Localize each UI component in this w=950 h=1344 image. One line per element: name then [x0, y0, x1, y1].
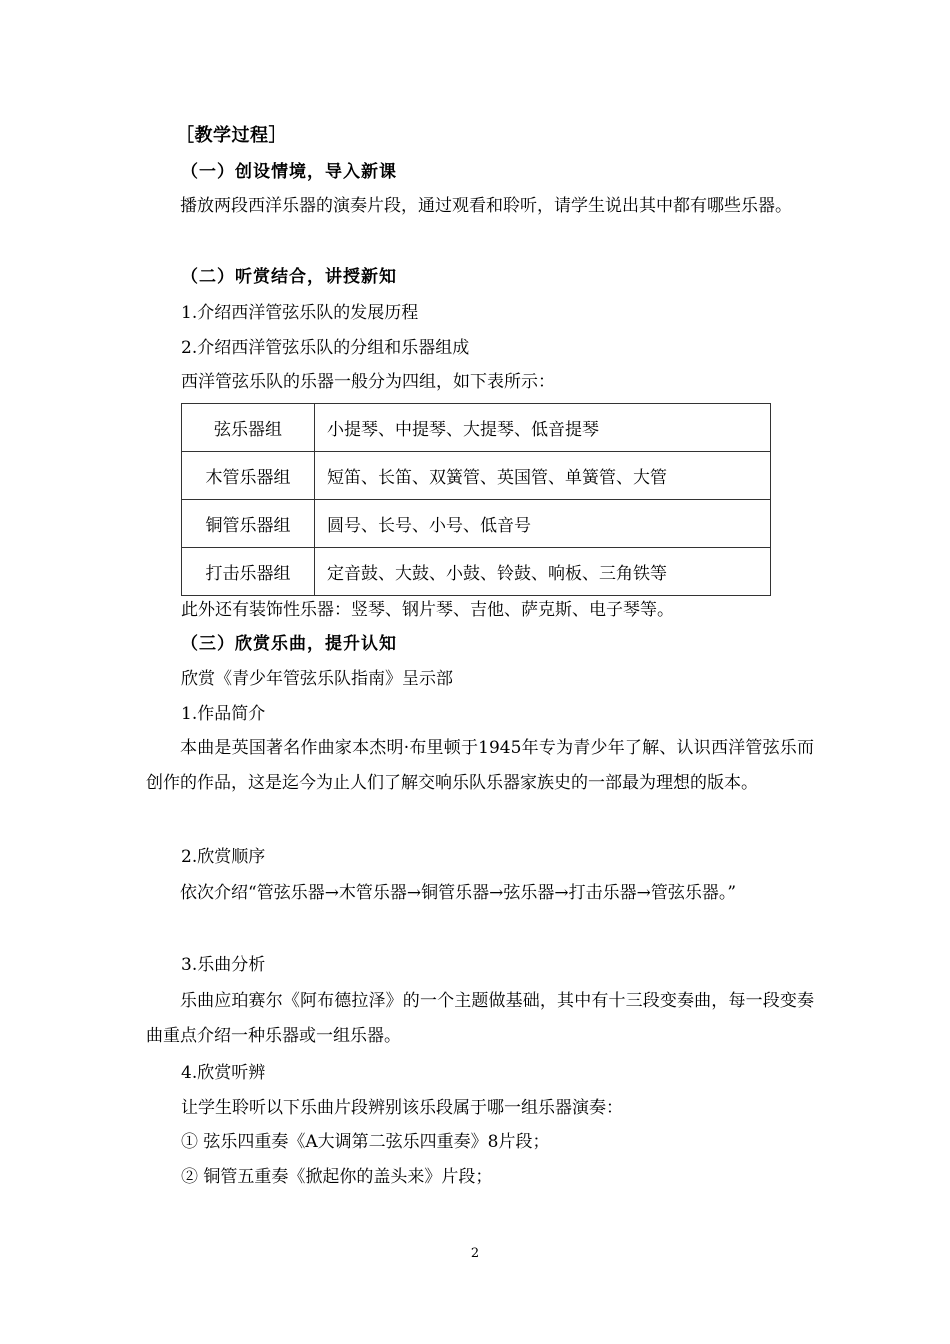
- table-row: [182, 548, 771, 596]
- table-row: [182, 404, 771, 452]
- part2-heading: （二）听赏结合，讲授新知: [181, 267, 397, 287]
- table-cell-group: 弦乐器组: [182, 404, 315, 452]
- part1-heading: （一）创设情境，导入新课: [181, 162, 397, 182]
- section-title: ［教学过程］: [176, 125, 287, 146]
- part3-sub4-title: 4.欣赏听辨: [181, 1063, 266, 1083]
- part2-note: 此外还有装饰性乐器：竖琴、钢片琴、吉他、萨克斯、电子琴等。: [181, 600, 674, 620]
- list-item: ① 弦乐四重奏《A大调第二弦乐四重奏》8片段；: [181, 1132, 550, 1152]
- table-cell-instruments: 定音鼓、大鼓、小鼓、铃鼓、响板、三角铁等: [315, 548, 771, 596]
- part2-table-intro: 西洋管弦乐队的乐器一般分为四组，如下表所示：: [181, 372, 555, 392]
- table-cell-group: 铜管乐器组: [182, 500, 315, 548]
- table-cell-instruments: 短笛、长笛、双簧管、英国管、单簧管、大管: [315, 452, 771, 500]
- table-cell-instruments: 小提琴、中提琴、大提琴、低音提琴: [315, 404, 771, 452]
- part3-sub4-intro: 让学生聆听以下乐曲片段辨别该乐段属于哪一组乐器演奏：: [181, 1098, 623, 1118]
- part3-sub3-title: 3.乐曲分析: [181, 955, 266, 975]
- part3-sub2-paragraph: 依次介绍“管弦乐器→木管乐器→铜管乐器→弦乐器→打击乐器→管弦乐器。”: [180, 883, 737, 903]
- instrument-groups-table: [181, 403, 771, 596]
- part2-item-2: 2.介绍西洋管弦乐队的分组和乐器组成: [181, 338, 470, 358]
- table-row: [182, 452, 771, 500]
- page-number: 2: [470, 1246, 480, 1261]
- list-item: ② 铜管五重奏《掀起你的盖头来》片段；: [181, 1167, 493, 1187]
- part3-heading: （三）欣赏乐曲，提升认知: [181, 634, 397, 654]
- part3-sub3-paragraph: 乐曲应珀赛尔《阿布德拉泽》的一个主题做基础，其中有十三段变奏曲，每一段变奏曲重点介绍一种乐器或一组乐器。: [146, 991, 814, 1046]
- part3-piece: 欣赏《青少年管弦乐队指南》呈示部: [181, 669, 453, 689]
- part3-sub1-title: 1.作品简介: [181, 704, 266, 724]
- table-cell-group: 打击乐器组: [182, 548, 315, 596]
- table-cell-group: 木管乐器组: [182, 452, 315, 500]
- part2-item-1: 1.介绍西洋管弦乐队的发展历程: [181, 303, 419, 323]
- part3-sub1-paragraph: 本曲是英国著名作曲家本杰明·布里顿于1945年专为青少年了解、认识西洋管弦乐而创作的作品，这是迄今为止人们了解交响乐队乐器家族史的一部最为理想的版本。: [146, 738, 814, 793]
- part1-paragraph: 播放两段西洋乐器的演奏片段，通过观看和聆听，请学生说出其中都有哪些乐器。: [180, 196, 792, 216]
- part3-sub2-title: 2.欣赏顺序: [181, 847, 266, 867]
- table-cell-instruments: 圆号、长号、小号、低音号: [315, 500, 771, 548]
- table-row: [182, 500, 771, 548]
